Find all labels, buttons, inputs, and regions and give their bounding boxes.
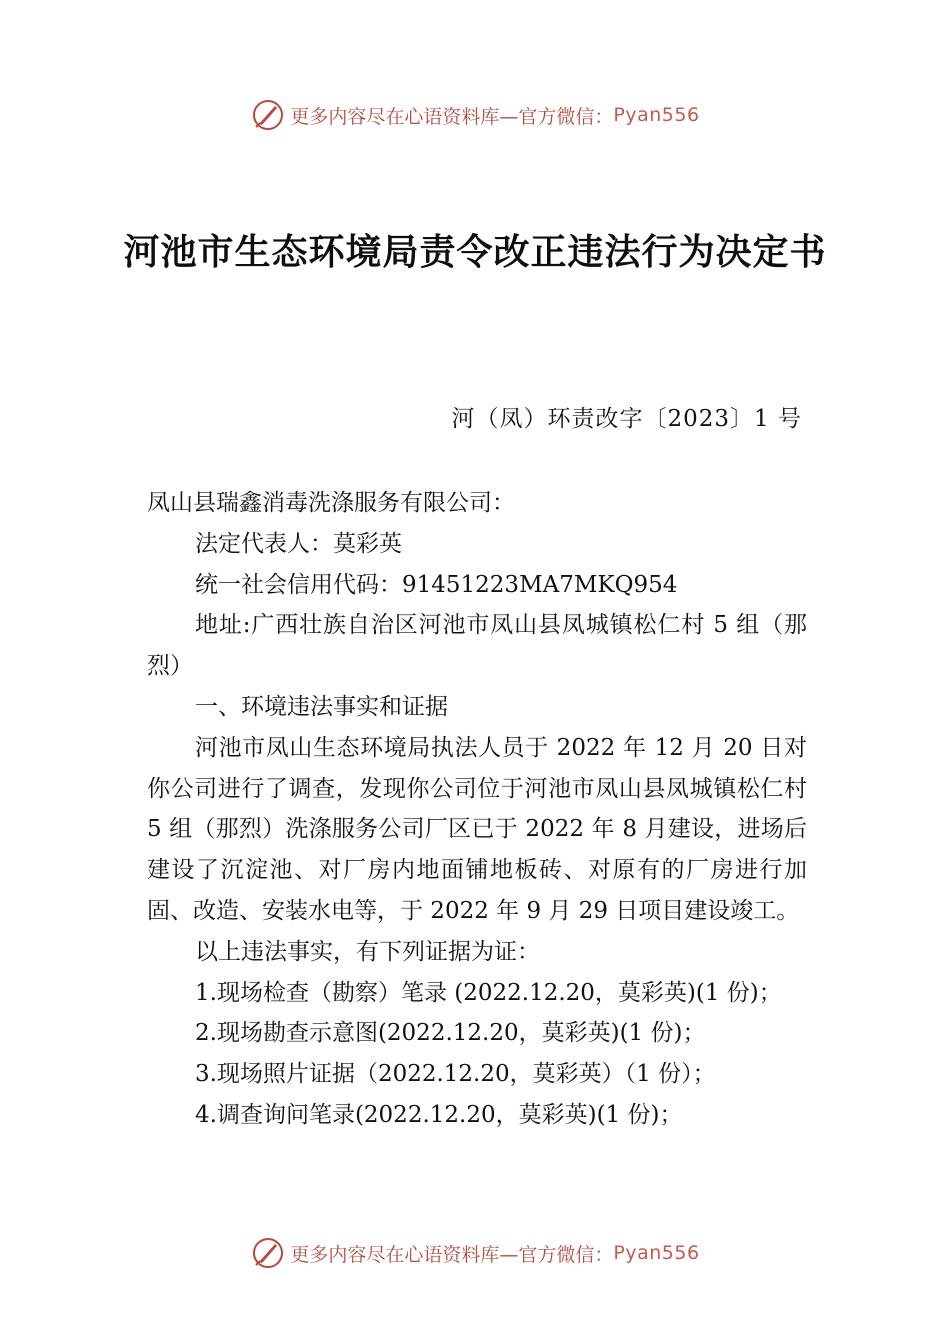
evidence-item: 3.现场照片证据（2022.12.20，莫彩英）（1 份）； bbox=[195, 1061, 716, 1088]
watermark-footer bbox=[0, 1233, 950, 1273]
document-number: 河（凤）环责改字〔2023〕1 号 bbox=[451, 406, 802, 432]
facts-paragraph: 河池市凤山生态环境局执法人员于 2022 年 12 月 20 日对你公司进行了调查，发现你公司位于河池市凤山县凤城镇松仁村 5 组（那烈）洗涤服务公司厂区已于 2022 年 8 月建设，进场后建设了沉淀池、对厂房内地面铺地板砖、对原有的厂房进行加固、改造、安装水电等，于 2022 年 9 月 29 日项目建设竣工。 bbox=[147, 734, 807, 924]
quill-logo-icon bbox=[250, 97, 286, 133]
watermark-text: 更多内容尽在心语资料库—官方微信： bbox=[290, 1243, 614, 1266]
watermark-header bbox=[0, 95, 950, 135]
watermark-wechat-id: Pyan556 bbox=[613, 104, 700, 126]
legal-representative: 法定代表人：莫彩英 bbox=[195, 530, 402, 557]
credit-code: 统一社会信用代码：91451223MA7MKQ954 bbox=[195, 571, 678, 598]
quill-logo-icon bbox=[250, 1235, 286, 1271]
watermark-wechat-id: Pyan556 bbox=[613, 1242, 700, 1264]
evidence-intro: 以上违法事实，有下列证据为证： bbox=[195, 938, 540, 965]
section-heading: 一、环境违法事实和证据 bbox=[195, 693, 448, 720]
addressee: 凤山县瑞鑫消毒洗涤服务有限公司： bbox=[147, 490, 515, 516]
watermark-text: 更多内容尽在心语资料库—官方微信： bbox=[290, 105, 614, 128]
evidence-item: 1.现场检查（勘察）笔录 (2022.12.20，莫彩英)(1 份)； bbox=[195, 979, 782, 1006]
document-body bbox=[147, 483, 807, 1136]
evidence-item: 2.现场勘查示意图(2022.12.20，莫彩英)(1 份)； bbox=[195, 1020, 706, 1047]
document-title: 河池市生态环境局责令改正违法行为决定书 bbox=[123, 231, 827, 273]
evidence-item: 4.调查询问笔录(2022.12.20，莫彩英)(1 份)； bbox=[195, 1101, 683, 1128]
address: 地址:广西壮族自治区河池市凤山县凤城镇松仁村 5 组（那烈） bbox=[147, 612, 807, 680]
